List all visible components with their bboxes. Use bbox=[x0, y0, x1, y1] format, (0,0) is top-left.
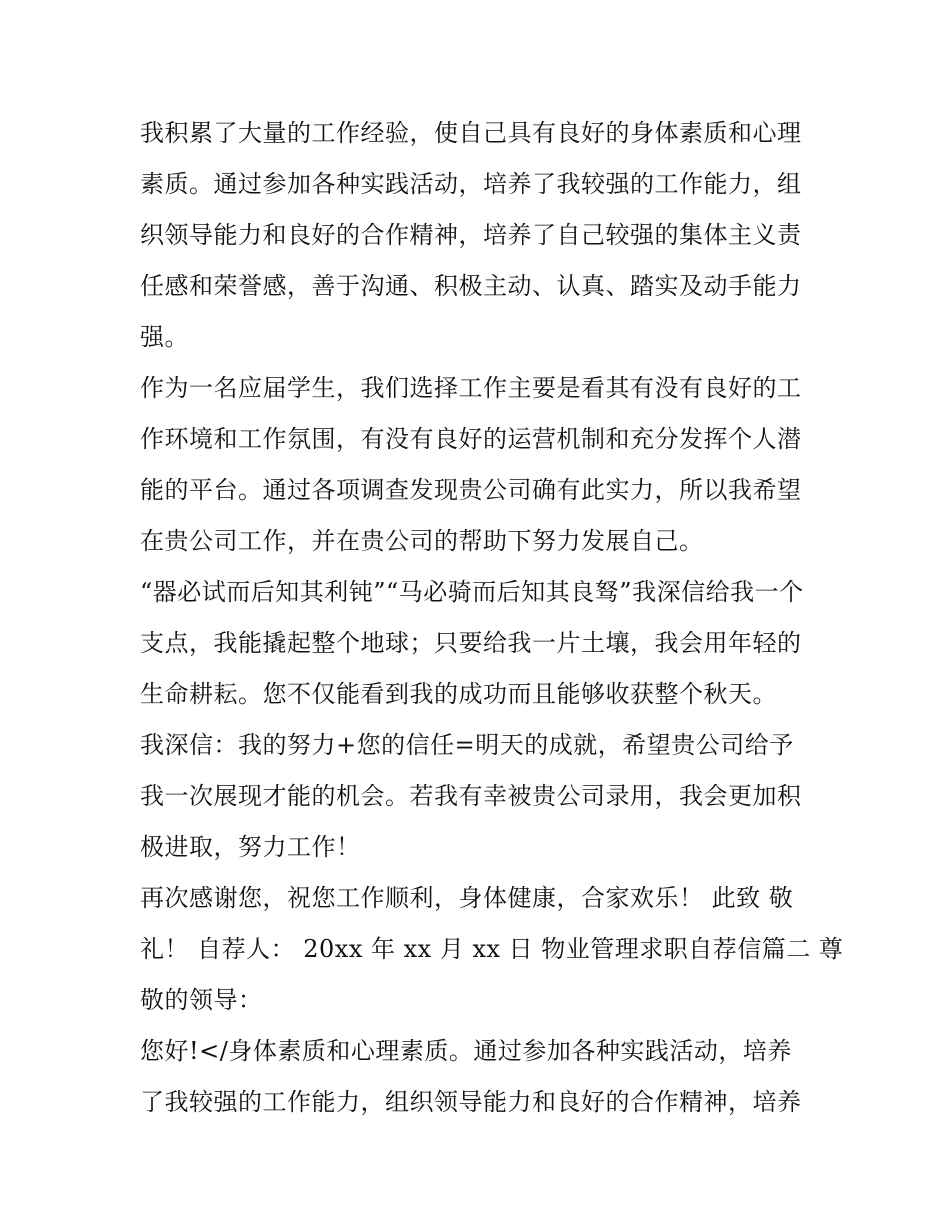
text-line: 您好!</身体素质和心理素质。通过参加各种实践活动，培养 bbox=[140, 1037, 792, 1065]
text-line: 我深信：我的努力+您的信任=明天的成就，希望贵公司给予 bbox=[140, 731, 794, 759]
text-line: 在贵公司工作，并在贵公司的帮助下努力发展自己。 bbox=[140, 527, 704, 555]
text-line: 敬的领导： bbox=[140, 986, 263, 1014]
text-line: 素质。通过参加各种实践活动，培养了我较强的工作能力，组 bbox=[140, 170, 802, 198]
text-line: 织领导能力和良好的合作精神，培养了自己较强的集体主义责 bbox=[140, 221, 802, 249]
text-line: 我一次展现才能的机会。若我有幸被贵公司录用，我会更加积 bbox=[140, 782, 802, 810]
text-line: 任感和荣誉感，善于沟通、积极主动、认真、踏实及动手能力 bbox=[140, 272, 802, 300]
text-line: 强。 bbox=[140, 323, 189, 351]
text-line: 作环境和工作氛围，有没有良好的运营机制和充分发挥个人潜 bbox=[140, 425, 802, 453]
text-line: 极进取，努力工作！ bbox=[140, 833, 361, 861]
text-line: 生命耕耘。您不仅能看到我的成功而且能够收获整个秋天。 bbox=[140, 680, 777, 708]
text-line: 能的平台。通过各项调查发现贵公司确有此实力，所以我希望 bbox=[140, 476, 802, 504]
text-line: 作为一名应届学生，我们选择工作主要是看其有没有良好的工 bbox=[140, 374, 802, 402]
text-line: “器必试而后知其利钝”“马必骑而后知其良驽”我深信给我一个 bbox=[140, 578, 804, 606]
text-line: 了我较强的工作能力，组织领导能力和良好的合作精神，培养 bbox=[140, 1088, 802, 1116]
document-body bbox=[140, 108, 844, 1128]
text-line: 再次感谢您，祝您工作顺利，身体健康，合家欢乐！ 此致 敬 bbox=[140, 884, 794, 912]
text-line: 我积累了大量的工作经验，使自己具有良好的身体素质和心理 bbox=[140, 119, 802, 147]
text-line: 支点，我能撬起整个地球；只要给我一片土壤，我会用年轻的 bbox=[140, 629, 802, 657]
text-line: 礼！ 自荐人： 20xx 年 xx 月 xx 日 物业管理求职自荐信篇二 尊 bbox=[140, 935, 844, 963]
